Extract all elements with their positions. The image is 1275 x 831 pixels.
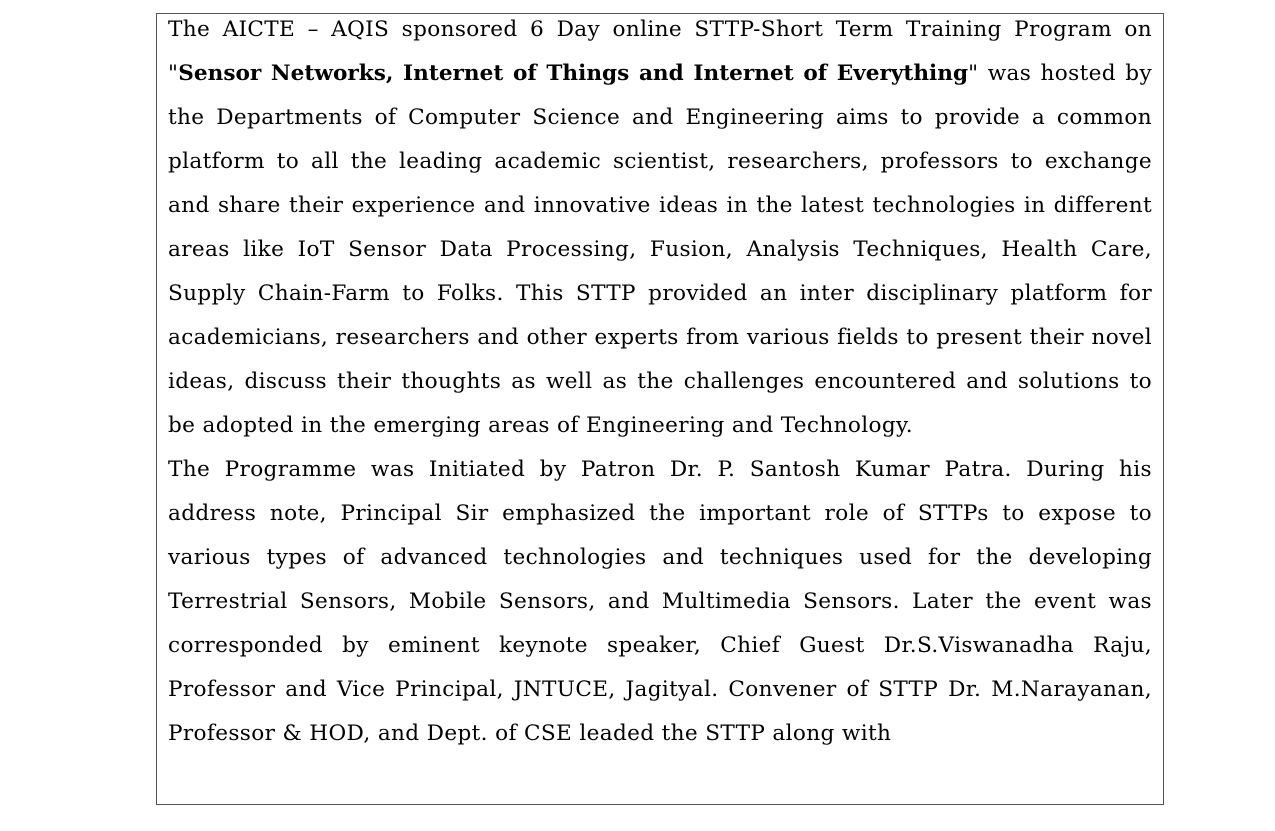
paragraph-1 [168,13,1152,448]
bordered-text-box [156,13,1164,805]
paragraph-2: The Programme was Initiated by Patron Dr. P. Santosh Kumar Patra. During his address note, Principal Sir emphasized the important role of STTPs to expose to various types of advanced technologies and techniques used for the developing Terrestrial Sensors, Mobile Sensors, and Multimedia Sensors. Later the event was corresponded by eminent keynote speaker, Chief Guest Dr.S.Viswanadha Raju, Professor and Vice Principal, JNTUCE, Jagityal. Convener of STTP Dr. M.Narayanan, Professor & HOD, and Dept. of CSE leaded the STTP along with [168,457,1152,746]
paragraph-1-body: " was hosted by the Departments of Computer Science and Engineering aims to provide a common platform to all the leading academic scientist, researchers, professors to exchange and share their experience and innovative ideas in the latest technologies in different areas like IoT Sensor Data Processing, Fusion, Analysis Techniques, Health Care, Supply Chain-Farm to Folks. This STTP provided an inter disciplinary platform for academicians, researchers and other experts from various fields to present their novel ideas, discuss their thoughts as well as the challenges encountered and solutions to be adopted in the emerging areas of Engineering and Technology. [168,61,1152,438]
paragraph-1-intro: The AICTE – AQIS sponsored 6 Day online STTP-Short Term Training Program on " [168,17,1152,86]
program-title: Sensor Networks, Internet of Things and Internet of Everything [178,61,969,86]
